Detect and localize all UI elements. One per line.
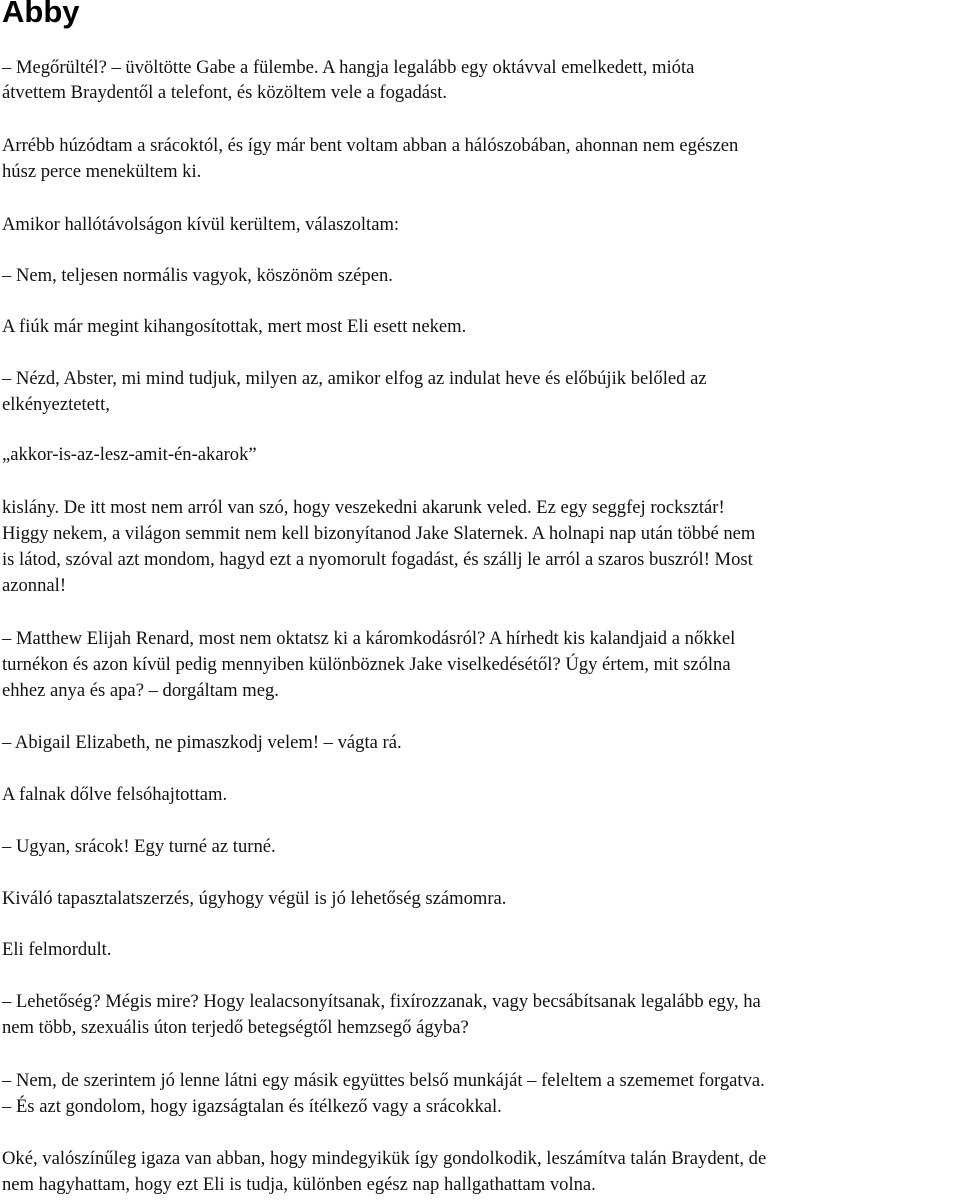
text-line: azonnal! <box>2 575 67 596</box>
paragraph-line <box>2 1172 596 1198</box>
paragraph <box>2 626 957 652</box>
text-line: nem hagyhattam, hogy ezt Eli is tudja, különben egész nap hallgathattam volna. <box>2 1174 596 1195</box>
text-line: átvettem Braydentől a telefont, és közöltem vele a fogadást. <box>2 82 448 103</box>
paragraph <box>2 1068 957 1094</box>
text-line: – Nem, teljesen normális vagyok, köszönöm szépen. <box>2 265 393 286</box>
text-line: – Megőrültél? – üvöltötte Gabe a fülembe. A hangja legalább egy oktávval emelkedett, mióta <box>2 57 695 78</box>
paragraph-line <box>2 547 957 573</box>
paragraph <box>2 937 111 963</box>
text-line: – Matthew Elijah Renard, most nem oktatsz ki a káromkodásról? A hírhedt kis kalandjaid a nőkkel <box>2 628 736 649</box>
paragraph <box>2 495 957 521</box>
text-line: nem több, szexuális úton terjedő betegségtől hemzsegő ágyba? <box>2 1017 469 1038</box>
text-line: – És azt gondolom, hogy igazságtalan és ítélkező vagy a srácokkal. <box>2 1096 502 1117</box>
paragraph-line <box>2 80 447 106</box>
paragraph <box>2 989 957 1015</box>
text-line: kislány. De itt most nem arról van szó, hogy veszekedni akarunk veled. Ez egy seggfej rocksztár! <box>2 497 725 518</box>
text-line: Arrébb húzódtam a srácoktól, és így már bent voltam abban a hálószobában, ahonnan nem egészen <box>2 135 739 156</box>
chapter-title: Abby <box>2 0 80 29</box>
paragraph <box>2 263 393 289</box>
text-line: Kiváló tapasztalatszerzés, úgyhogy végül is jó lehetőség számomra. <box>2 888 507 909</box>
paragraph-line <box>2 392 110 418</box>
paragraph-line <box>2 678 279 704</box>
paragraph <box>2 1146 957 1172</box>
paragraph <box>2 886 506 912</box>
paragraph-line <box>2 1015 469 1041</box>
text-line: – Lehetőség? Mégis mire? Hogy lealacsonyítsanak, fixírozzanak, vagy becsábítsanak legalább egy, ha <box>2 991 761 1012</box>
text-line: Eli felmordult. <box>2 939 112 960</box>
text-line: húsz perce menekültem ki. <box>2 161 202 182</box>
paragraph-line <box>2 652 957 678</box>
text-line: – Nem, de szerintem jó lenne látni egy másik együttes belső munkáját – feleltem a szememet forgatva. <box>2 1070 765 1091</box>
text-line: Higgy nekem, a világon semmit nem kell bizonyítanod Jake Slaternek. A holnapi nap után többé nem <box>2 523 756 544</box>
paragraph <box>2 212 399 238</box>
paragraph-line <box>2 1094 502 1120</box>
paragraph <box>2 314 466 340</box>
text-line: turnékon és azon kívül pedig mennyiben különböznek Jake viselkedésétől? Úgy értem, mit szólna <box>2 654 731 675</box>
text-line: – Abigail Elizabeth, ne pimaszkodj velem! – vágta rá. <box>2 732 402 753</box>
text-line: – Nézd, Abster, mi mind tudjuk, milyen az, amikor elfog az indulat heve és előbújik belőled az <box>2 368 707 389</box>
paragraph <box>2 55 957 81</box>
paragraph <box>2 782 227 808</box>
paragraph-line <box>2 573 66 599</box>
text-line: is látod, szóval azt mondom, hagyd ezt a nyomorult fogadást, és szállj le arról a szaros buszról! Most <box>2 549 753 570</box>
paragraph-line <box>2 159 201 185</box>
text-line: Oké, valószínűleg igaza van abban, hogy mindegyikük így gondolkodik, leszámítva talán Braydent, de <box>2 1148 767 1169</box>
paragraph <box>2 730 402 756</box>
paragraph <box>2 834 276 860</box>
paragraph-line <box>2 521 957 547</box>
text-line: A falnak dőlve felsóhajtottam. <box>2 784 228 805</box>
paragraph <box>2 133 957 159</box>
paragraph <box>2 366 957 392</box>
text-line: Amikor hallótávolságon kívül kerültem, válaszoltam: <box>2 214 400 235</box>
text-line: – Ugyan, srácok! Egy turné az turné. <box>2 836 276 857</box>
text-line: elkényeztetett, <box>2 394 110 415</box>
text-line: „akkor-is-az-lesz-amit-én-akarok” <box>2 444 257 465</box>
paragraph <box>2 442 257 468</box>
text-line: A fiúk már megint kihangosítottak, mert most Eli esett nekem. <box>2 316 467 337</box>
text-line: ehhez anya és apa? – dorgáltam meg. <box>2 680 279 701</box>
